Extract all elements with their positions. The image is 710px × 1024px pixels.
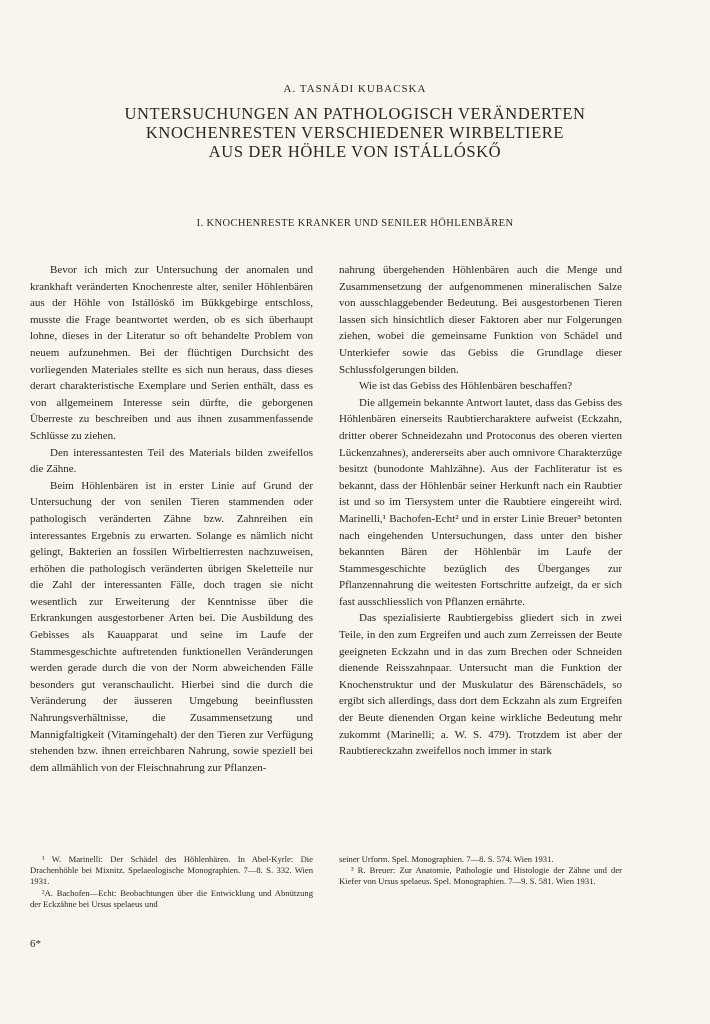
title-line-2: KNOCHENRESTEN VERSCHIEDENER WIRBELTIERE <box>145 123 565 142</box>
paragraph: Wie ist das Gebiss des Höhlenbären beschaffen? <box>359 380 573 393</box>
paragraph: nahrung übergehenden Höhlenbären auch die Menge und Zusammensetzung der aufgenommenen mineralischen Salze von ausschlaggebender Bedeutung. Bei ausgestorbenen Tieren lassen sich hinsichtlich dieser Faktoren aber nur Folgerungen ziehen, wobei die gemeinsame Funktion von Schädel und Unterkiefer sowie das Gebiss die Grundlage dieser Schlussfolgerungen bilden. <box>339 264 622 376</box>
paragraph: Beim Höhlenbären ist in erster Linie auf Grund der Untersuchung der von senilen Tieren stammenden oder pathologisch veränderten Zähne bzw. Zahnreihen ein interessantes Ergebnis zu erwarten. Solange es nämlich nicht gelingt, Bakterien an fossilen Wirbeltierresten nachzuweisen, erhöhen die pathologisch veränderten übrigen Skeletteile nur die Zahl der interessanten Fälle, doch tragen sie nicht wesentlich zur Erweiterung der Kenntnisse über die Erkrankungen ausgestorbener Arten bei. Die Ausbildung des Gebisses als Kauapparat und seine im Laufe der Stammesgeschichte auftretenden funktionellen Veränderungen werden gerade durch die von der Norm abweichenden Fälle besonders gut veranschaulicht. Hierbei sind die durch die Veränderung der äusseren Umgebung beeinflussten Nahrungsverhältnisse, die Zusammensetzung und Mannigfaltigkeit (Vitamingehalt) der den Tieren zur Verfügung stehenden bzw. ihnen erreichbaren Nahrung, sowie speziell bei dem allmählich von der Fleischnahrung zur Pflanzen- <box>30 479 313 774</box>
footnotes-right <box>339 854 622 888</box>
paragraph: Das spezialisierte Raubtiergebiss gliedert sich in zwei Teile, in den zum Ergreifen und auch zum Zerreissen der Beute geeigneten Eckzahn und in das zum Brechen oder Schneiden dienende Reisszahnpaar. Untersucht man die Funktion der Knochenstruktur und der Muskulatur des Bärenschädels, so ergibt sich allerdings, dass dort dem Eckzahn als zum Ergreifen der Beute dienenden Organ keine wirkliche Bedeutung mehr zukommt (Marinelli; a. W. S. 479). Trotzdem ist aber der Raubtiereckzahn zweifellos noch immer in stark <box>339 612 622 758</box>
paragraph: Den interessantesten Teil des Materials bilden zweifellos die Zähne. <box>30 446 313 476</box>
author-name: A. TASNÁDI KUBACSKA <box>283 83 427 95</box>
footnote: ¹ W. Marinelli: Der Schädel des Höhlenbären. In Abel-Kyrle: Die Drachenhöhle bei Mixnitz. Spelaeologische Monographien. 7—8. S. 332. Wien 1931. <box>30 854 313 887</box>
page-number: 6* <box>30 938 41 950</box>
paragraph: Bevor ich mich zur Untersuchung der anomalen und krankhaft veränderten Knochenreste alter, seniler Höhlenbären aus der Höhle von Istállóskő im Bükkgebirge entschloss, musste die Frage beantwortet werden, ob es sich überhaupt lohne, dieses in der Literatur so oft behandelte Problem von neuem aufzunehmen. Bei der flüchtigen Durchsicht des vorliegenden Materiales stellte es sich nun heraus, dass dieses derart charakteristische Exemplare und Serien enthält, dass es von allgemeinem Interesse sein dürfte, die geborgenen Überreste zu beschreiben und aus ihnen zusammenfassende Schlüsse zu ziehen. <box>30 264 313 442</box>
article-title <box>0 104 710 161</box>
left-text-column <box>30 262 313 776</box>
right-text-column <box>339 262 622 760</box>
title-line-1: UNTERSUCHUNGEN AN PATHOLOGISCH VERÄNDERTEN <box>124 104 586 123</box>
section-heading: I. KNOCHENRESTE KRANKER UND SENILER HÖHLENBÄREN <box>196 218 514 229</box>
title-line-3: AUS DER HÖHLE VON ISTÁLLÓSKŐ <box>208 142 502 161</box>
footnote: seiner Urform. Spel. Monographien. 7—8. S. 574. Wien 1931. <box>339 854 554 864</box>
footnotes-left <box>30 854 313 910</box>
footnote: ³ R. Breuer: Zur Anatomie, Pathologie und Histologie der Zähne und der Kiefer von Ursus spelaeus. Spel. Monographien. 7—9. S. 581. Wien 1931. <box>339 865 622 887</box>
paragraph: Die allgemein bekannte Antwort lautet, dass das Gebiss des Höhlenbären einerseits Raubtiercharaktere aufweist (Eckzahn, dritter oberer Schneidezahn und Protoconus des oberen vierten Lückenzahnes), andererseits aber auch omnivore Charakterzüge besitzt (bunodonte Mahlzähne). Aus der Fachliteratur ist es bekannt, dass der Höhlenbär seiner Herkunft nach ein Raubtier ist und so im Tiersystem unter die Raubtiere eingereiht wird. Marinelli,¹ Bachofen-Echt² und in erster Linie Breuer³ betonten nach eingehenden Untersuchungen, dass unter den bisher bekannten Bären der Höhlenbär im Laufe der Stammesgeschichte bezüglich des Überganges zur Pflanzennahrung die weitesten Fortschritte aufzeigt, da er sich fast ausschliesslich von Pflanzen ernährte. <box>339 396 622 608</box>
footnote: ²A. Bachofen—Echt: Beobachtungen über die Entwicklung und Abnützung der Eckzähne bei Ursus spelaeus und <box>30 887 313 909</box>
